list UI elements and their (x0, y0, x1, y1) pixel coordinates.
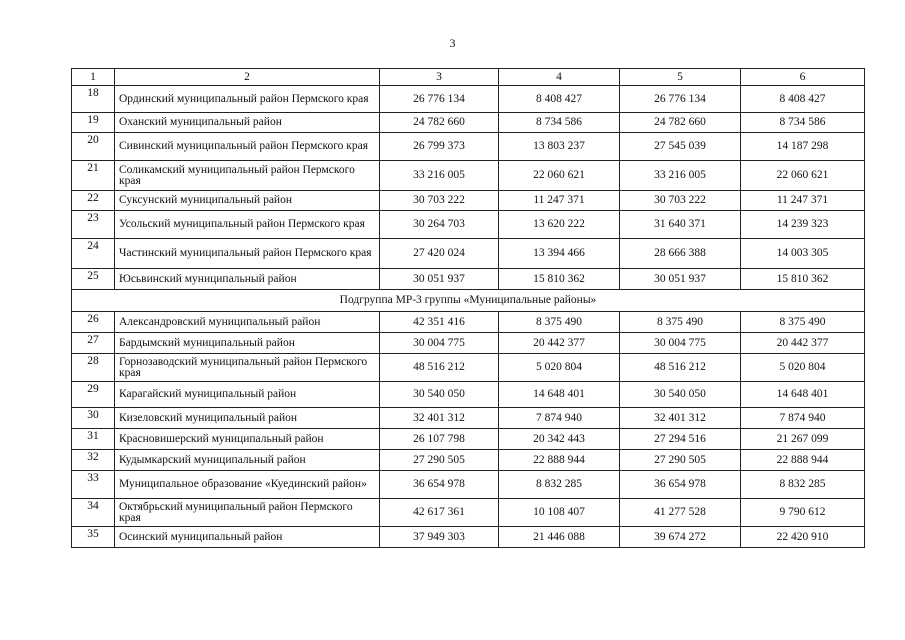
header-row (72, 69, 865, 86)
row-number: 19 (72, 113, 115, 133)
value-col5: 39 674 272 (620, 527, 741, 548)
value-col5: 26 776 134 (620, 86, 741, 113)
table-row (72, 450, 865, 471)
district-name: Соликамский муниципальный район Пермского края (115, 161, 380, 191)
district-name: Юсьвинский муниципальный район (115, 269, 380, 290)
value-col3: 33 216 005 (380, 161, 499, 191)
district-name: Муниципальное образование «Куединский район» (115, 471, 380, 499)
value-col3: 26 799 373 (380, 133, 499, 161)
header-cell: 4 (499, 69, 620, 86)
value-col4: 5 020 804 (499, 354, 620, 382)
value-col5: 41 277 528 (620, 499, 741, 527)
value-col4: 10 108 407 (499, 499, 620, 527)
district-name: Оханский муниципальный район (115, 113, 380, 133)
table-row (72, 354, 865, 382)
budget-table (71, 68, 865, 548)
subgroup-title: Подгруппа МР-3 группы «Муниципальные районы» (72, 290, 865, 312)
district-name: Суксунский муниципальный район (115, 191, 380, 211)
page-number: 3 (449, 36, 456, 50)
value-col4: 8 832 285 (499, 471, 620, 499)
value-col4: 14 648 401 (499, 382, 620, 408)
value-col3: 30 004 775 (380, 333, 499, 354)
district-name: Октябрьский муниципальный район Пермского края (115, 499, 380, 527)
table-row (72, 312, 865, 333)
value-col4: 22 888 944 (499, 450, 620, 471)
district-name: Частинский муниципальный район Пермского края (115, 239, 380, 269)
table-row (72, 133, 865, 161)
table-row (72, 211, 865, 239)
table-row (72, 408, 865, 429)
value-col6: 9 790 612 (741, 499, 865, 527)
row-number: 30 (72, 408, 115, 429)
row-number: 25 (72, 269, 115, 290)
table-row (72, 269, 865, 290)
subgroup-row (72, 290, 865, 312)
value-col6: 22 888 944 (741, 450, 865, 471)
value-col3: 30 264 703 (380, 211, 499, 239)
value-col6: 14 239 323 (741, 211, 865, 239)
value-col4: 8 375 490 (499, 312, 620, 333)
table-row (72, 527, 865, 548)
value-col4: 20 342 443 (499, 429, 620, 450)
value-col5: 8 375 490 (620, 312, 741, 333)
value-col4: 11 247 371 (499, 191, 620, 211)
value-col6: 8 832 285 (741, 471, 865, 499)
value-col3: 36 654 978 (380, 471, 499, 499)
value-col5: 48 516 212 (620, 354, 741, 382)
row-number: 32 (72, 450, 115, 471)
district-name: Кизеловский муниципальный район (115, 408, 380, 429)
row-number: 35 (72, 527, 115, 548)
header-cell: 3 (380, 69, 499, 86)
district-name: Осинский муниципальный район (115, 527, 380, 548)
value-col4: 13 394 466 (499, 239, 620, 269)
value-col3: 27 290 505 (380, 450, 499, 471)
row-number: 34 (72, 499, 115, 527)
district-name: Кудымкарский муниципальный район (115, 450, 380, 471)
value-col3: 42 351 416 (380, 312, 499, 333)
table-row (72, 86, 865, 113)
value-col5: 36 654 978 (620, 471, 741, 499)
value-col6: 5 020 804 (741, 354, 865, 382)
row-number: 18 (72, 86, 115, 113)
header-cell: 2 (115, 69, 380, 86)
value-col4: 13 620 222 (499, 211, 620, 239)
value-col6: 8 408 427 (741, 86, 865, 113)
value-col5: 27 294 516 (620, 429, 741, 450)
row-number: 23 (72, 211, 115, 239)
value-col6: 22 420 910 (741, 527, 865, 548)
value-col6: 14 187 298 (741, 133, 865, 161)
value-col5: 27 290 505 (620, 450, 741, 471)
table-row (72, 429, 865, 450)
row-number: 29 (72, 382, 115, 408)
district-name: Горнозаводский муниципальный район Пермского края (115, 354, 380, 382)
value-col6: 22 060 621 (741, 161, 865, 191)
row-number: 22 (72, 191, 115, 211)
row-number: 26 (72, 312, 115, 333)
district-name: Ординский муниципальный район Пермского края (115, 86, 380, 113)
value-col3: 26 776 134 (380, 86, 499, 113)
value-col4: 13 803 237 (499, 133, 620, 161)
value-col5: 28 666 388 (620, 239, 741, 269)
row-number: 28 (72, 354, 115, 382)
row-number: 31 (72, 429, 115, 450)
value-col6: 11 247 371 (741, 191, 865, 211)
value-col3: 48 516 212 (380, 354, 499, 382)
value-col3: 32 401 312 (380, 408, 499, 429)
row-number: 33 (72, 471, 115, 499)
row-number: 21 (72, 161, 115, 191)
value-col6: 7 874 940 (741, 408, 865, 429)
header-cell: 1 (72, 69, 115, 86)
value-col4: 21 446 088 (499, 527, 620, 548)
value-col6: 14 648 401 (741, 382, 865, 408)
table-row (72, 161, 865, 191)
header-cell: 5 (620, 69, 741, 86)
value-col3: 30 051 937 (380, 269, 499, 290)
district-name: Бардымский муниципальный район (115, 333, 380, 354)
row-number: 24 (72, 239, 115, 269)
value-col6: 8 375 490 (741, 312, 865, 333)
district-name: Карагайский муниципальный район (115, 382, 380, 408)
value-col6: 8 734 586 (741, 113, 865, 133)
value-col4: 8 408 427 (499, 86, 620, 113)
value-col5: 27 545 039 (620, 133, 741, 161)
table-body (72, 69, 865, 548)
value-col6: 14 003 305 (741, 239, 865, 269)
district-name: Красновишерский муниципальный район (115, 429, 380, 450)
table-row (72, 382, 865, 408)
row-number: 27 (72, 333, 115, 354)
value-col4: 22 060 621 (499, 161, 620, 191)
value-col4: 7 874 940 (499, 408, 620, 429)
table-row (72, 113, 865, 133)
value-col3: 30 540 050 (380, 382, 499, 408)
value-col6: 21 267 099 (741, 429, 865, 450)
district-name: Усольский муниципальный район Пермского края (115, 211, 380, 239)
value-col5: 30 051 937 (620, 269, 741, 290)
value-col5: 33 216 005 (620, 161, 741, 191)
district-name: Александровский муниципальный район (115, 312, 380, 333)
value-col4: 15 810 362 (499, 269, 620, 290)
value-col6: 15 810 362 (741, 269, 865, 290)
value-col5: 31 640 371 (620, 211, 741, 239)
value-col6: 20 442 377 (741, 333, 865, 354)
table-row (72, 239, 865, 269)
value-col3: 42 617 361 (380, 499, 499, 527)
value-col3: 27 420 024 (380, 239, 499, 269)
value-col4: 20 442 377 (499, 333, 620, 354)
header-cell: 6 (741, 69, 865, 86)
table-row (72, 333, 865, 354)
value-col5: 30 540 050 (620, 382, 741, 408)
table-row (72, 499, 865, 527)
value-col3: 37 949 303 (380, 527, 499, 548)
value-col3: 30 703 222 (380, 191, 499, 211)
value-col3: 24 782 660 (380, 113, 499, 133)
value-col5: 30 703 222 (620, 191, 741, 211)
value-col3: 26 107 798 (380, 429, 499, 450)
value-col5: 30 004 775 (620, 333, 741, 354)
district-name: Сивинский муниципальный район Пермского края (115, 133, 380, 161)
table-row (72, 191, 865, 211)
value-col4: 8 734 586 (499, 113, 620, 133)
value-col5: 24 782 660 (620, 113, 741, 133)
value-col5: 32 401 312 (620, 408, 741, 429)
table-row (72, 471, 865, 499)
row-number: 20 (72, 133, 115, 161)
